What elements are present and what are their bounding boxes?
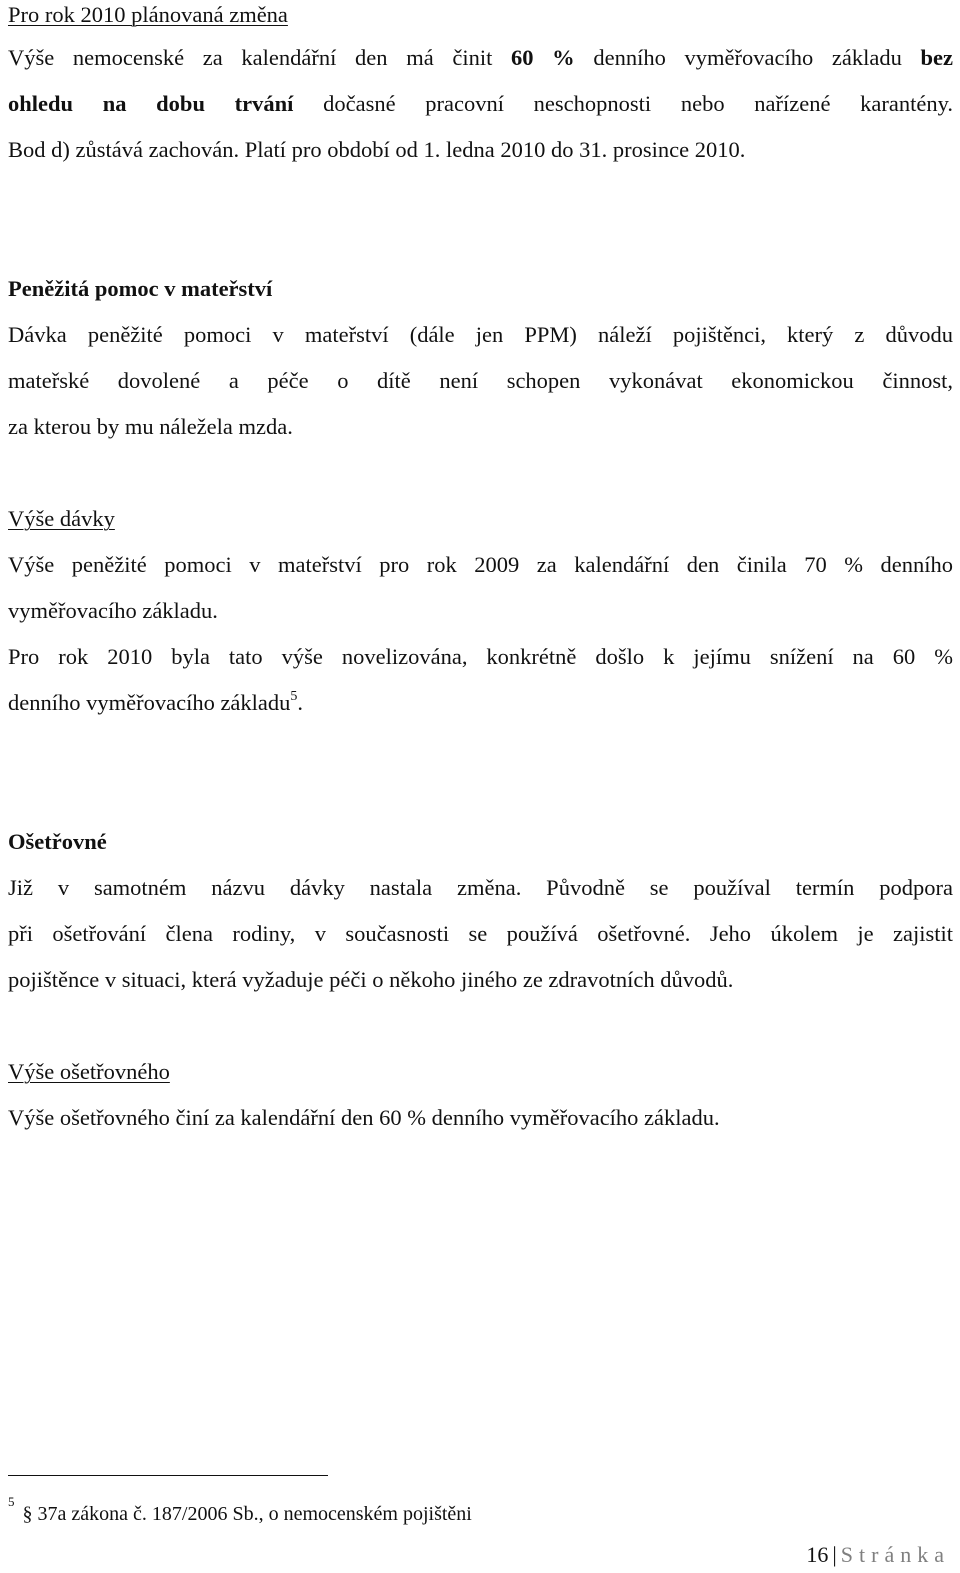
footnote-text: § 37a zákona č. 187/2006 Sb., o nemocenském pojištěni — [22, 1503, 472, 1525]
text-run: denního vyměřovacího základu — [574, 45, 921, 70]
bold-text: 60 % — [511, 45, 575, 70]
footer-separator: | — [832, 1542, 837, 1567]
paragraph-line — [8, 89, 953, 119]
page-word: Stránka — [840, 1542, 950, 1567]
paragraph-line: Výše ošetřovného činí za kalendářní den 60 % denního vyměřovacího základu. — [8, 1105, 720, 1130]
footnote — [8, 1494, 472, 1528]
paragraph-line: Dávka peněžité pomoci v mateřství (dále jen PPM) náleží pojištěnci, který z důvodu — [8, 322, 953, 347]
section-heading-care-amount: Výše ošetřovného — [8, 1059, 170, 1084]
text-run: Výše nemocenské za kalendářní den má činit — [8, 45, 512, 70]
footnote-marker: 5 — [8, 1494, 15, 1510]
paragraph-line: Již v samotném názvu dávky nastala změna. Původně se používal termín podpora — [8, 875, 953, 900]
bold-text: bez — [920, 45, 954, 70]
paragraph-line — [8, 43, 953, 73]
paragraph-line: při ošetřování člena rodiny, v současnosti se používá ošetřovné. Jeho úkolem je zajistit — [8, 921, 953, 946]
paragraph-line: vyměřovacího základu. — [8, 598, 218, 623]
section-heading-maternity: Peněžitá pomoc v mateřství — [8, 276, 273, 301]
page-number: 16 — [806, 1542, 829, 1567]
footnote-separator — [8, 1475, 328, 1476]
paragraph-line: za kterou by mu náležela mzda. — [8, 414, 293, 439]
bold-text: ohledu na dobu trvání — [8, 91, 294, 116]
text-run: . — [297, 690, 304, 715]
page-footer — [806, 1540, 950, 1570]
paragraph-line: mateřské dovolené a péče o dítě není schopen vykonávat ekonomickou činnost, — [8, 368, 953, 393]
paragraph-line: Pro rok 2010 byla tato výše novelizována, konkrétně došlo k jejímu snížení na 60 % — [8, 644, 953, 669]
text-run: denního vyměřovacího základu — [8, 690, 291, 715]
paragraph-line: pojištěnce v situaci, která vyžaduje péči o někoho jiného ze zdravotních důvodů. — [8, 967, 734, 992]
section-heading-planned-change: Pro rok 2010 plánovaná změna — [8, 2, 288, 27]
section-heading-care-allowance: Ošetřovné — [8, 829, 107, 854]
paragraph-line: Bod d) zůstává zachován. Platí pro období od 1. ledna 2010 do 31. prosince 2010. — [8, 137, 746, 162]
footnote-reference[interactable]: 5 — [290, 688, 298, 704]
paragraph-line — [8, 688, 303, 718]
text-run: dočasné pracovní neschopnosti nebo nařízené karantény. — [293, 91, 954, 116]
section-heading-benefit-amount: Výše dávky — [8, 506, 115, 531]
paragraph-line: Výše peněžité pomoci v mateřství pro rok 2009 za kalendářní den činila 70 % denního — [8, 552, 953, 577]
